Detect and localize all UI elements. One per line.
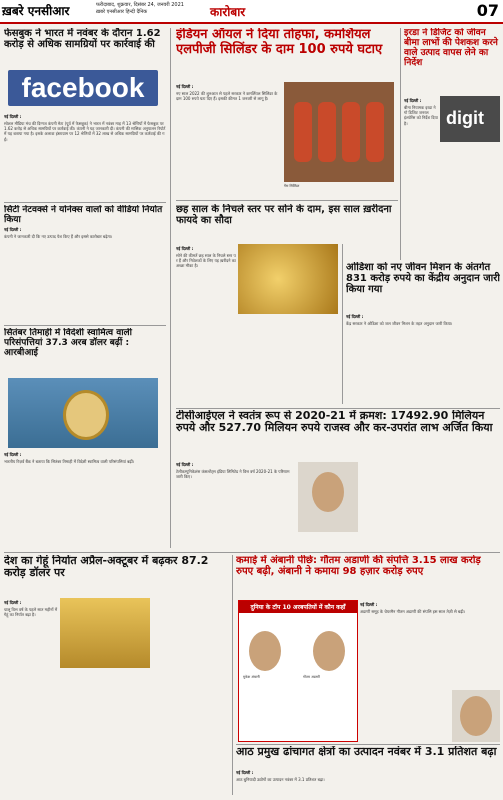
wheat-byline: नई दिल्ली : bbox=[4, 600, 22, 605]
masthead bbox=[0, 0, 503, 24]
inset-title: दुनिया के टॉप 10 अरबपतियों में कौन कहाँ bbox=[239, 601, 357, 613]
odisha-byline: नई दिल्ली : bbox=[346, 314, 364, 319]
column-rule bbox=[342, 244, 343, 404]
cylinder-icon bbox=[318, 102, 336, 162]
tcil-headline: टीसीआईएल ने स्वतंत्र रूप से 2020-21 में क्रमश: 17492.90 मिलियन रुपये और 527.70 मिलियन रुपये राजस्व और कर-उपरांत लाभ अर्जित किया bbox=[176, 410, 493, 435]
date-line-1: फरीदाबाद, शुक्रवार, दिसंबर 24, जनवरी 2021 bbox=[96, 2, 184, 8]
cylinder-icon bbox=[342, 102, 360, 162]
divider bbox=[176, 200, 398, 201]
core-byline: नई दिल्ली : bbox=[236, 770, 254, 775]
lpg-photo bbox=[284, 82, 394, 182]
rbi-emblem-icon bbox=[63, 390, 109, 440]
rbi-article-body bbox=[4, 450, 166, 546]
core-body: आठ बुनियादी उद्योगों का उत्पादन नवंबर में 3.1 प्रतिशत बढ़ा। bbox=[236, 777, 325, 782]
citi-byline: नई दिल्ली : bbox=[4, 227, 22, 233]
digit-article-body bbox=[404, 96, 438, 256]
wheat-article-head bbox=[4, 555, 230, 595]
inset-person-1: मुकेश अंबानी bbox=[243, 675, 260, 679]
odisha-article-head bbox=[346, 262, 500, 310]
facebook-body: सोशल मीडिया मंच की दिग्गज कंपनी मेटा (पूर्व में फेसबुक) ने भारत में नवंबर माह में 13 श्रेणियों में फेसबुक पर 1.62 करोड़ से अधिक सामग्रियों पर कार्रवाई की। कंपनी ने यह जानकारी दी। कंपनी की मासिक अनुपालन रिपोर्ट में यह बताया गया है। इसके अलावा इंस्टाग्राम पर 12 श्रेणियों में 32 लाख से अधिक सामग्रियों पर कार्रवाई की गई। bbox=[4, 121, 166, 142]
lpg-body: नए साल 2022 की शुरुआत से पहले सरकार ने कमर्शियल सिलिंडर के दाम 100 रुपये घटा दिए हैं। इसकी कीमत 1 जनवरी से लागू है। bbox=[176, 91, 278, 102]
divider bbox=[236, 744, 500, 745]
divider bbox=[4, 552, 500, 553]
lpg-photo-caption: गैस सिलिंडर bbox=[284, 184, 300, 188]
lpg-article-head bbox=[176, 28, 398, 80]
citi-headline: सिटी नेटवर्क्स ने योनेक्स वालों को वीडियो निर्यात किया bbox=[4, 205, 163, 226]
digit-byline: नई दिल्ली : bbox=[404, 98, 422, 103]
date-line-2: ख़बरे एनसीआर हिन्दी दैनिक bbox=[96, 9, 148, 15]
gold-byline: नई दिल्ली : bbox=[176, 246, 194, 251]
facebook-byline: नई दिल्ली : bbox=[4, 114, 22, 119]
date-line bbox=[96, 2, 184, 16]
core-article-head bbox=[236, 746, 500, 766]
rbi-body: भारतीय रिज़र्व बैंक ने बताया कि सितंबर तिमाही में विदेशी स्वामित्व वाली परिसंपत्तियां बढ़ीं। bbox=[4, 459, 135, 464]
tcil-body: टेलीकम्युनिकेशंस कंसल्टेंट्स इंडिया लिमिटेड ने वित्त वर्ष 2020-21 के परिणाम जारी किए। bbox=[176, 469, 290, 480]
wheat-article-body bbox=[4, 598, 58, 796]
tcil-article-body bbox=[176, 460, 296, 550]
person-icon bbox=[312, 472, 344, 512]
divider bbox=[4, 202, 166, 203]
tcil-person-photo bbox=[298, 462, 358, 532]
gold-headline: छह साल के निचले स्तर पर सोने के दाम, इस साल ख़रीदना फायदे का सौदा bbox=[176, 204, 392, 227]
odisha-headline: ओडिशा को नए जीवन मिशन के अंतर्गत 831 करोड़ रुपये का केंद्रीय अनुदान जारी किया गया bbox=[346, 262, 500, 296]
digit-logo: digit bbox=[446, 108, 484, 128]
gold-article-head bbox=[176, 204, 398, 242]
page-number: 07 bbox=[476, 1, 499, 20]
digit-logo-photo bbox=[440, 96, 500, 142]
adani-byline: नई दिल्ली : bbox=[360, 602, 378, 607]
citi-article bbox=[4, 205, 166, 325]
core-article-body bbox=[236, 768, 500, 798]
adani-person-photo bbox=[452, 690, 500, 742]
facebook-article bbox=[4, 28, 166, 72]
wheat-photo bbox=[60, 598, 150, 668]
facebook-logo: facebook bbox=[8, 70, 158, 106]
facebook-headline: फेसबुक ने भारत में नवंबर के दौरान 1.62 करोड़ से अधिक सामग्रियों पर कार्रवाई की bbox=[4, 28, 161, 51]
tcil-byline: नई दिल्ली : bbox=[176, 462, 194, 467]
adani-article-head bbox=[236, 555, 500, 599]
adani-body: अडाणी समूह के चेयरमैन गौतम अडाणी की संपत्ति इस साल तेज़ी से बढ़ी। bbox=[360, 609, 466, 614]
brand-name: ख़बरे एनसीआर bbox=[2, 4, 70, 18]
tcil-article-head bbox=[176, 410, 500, 458]
rbi-byline: नई दिल्ली : bbox=[4, 452, 22, 457]
digit-article-head bbox=[404, 28, 500, 94]
citi-body: कंपनी ने जानकारी दी कि नए उत्पाद पेश किए हैं और इससे कारोबार बढ़ेगा। bbox=[4, 234, 113, 240]
wheat-body: चालू वित्त वर्ष के पहले सात महीनों में गेहूं का निर्यात बढ़ा है। bbox=[4, 607, 58, 618]
odisha-article-body bbox=[346, 312, 500, 404]
wheat-headline: देश का गेहूं निर्यात अप्रैल-अक्टूबर में बढ़कर 87.2 करोड़ डॉलर पर bbox=[4, 555, 209, 580]
section-title: कारोबार bbox=[210, 5, 246, 19]
digit-body: बीमा नियामक इरडा ने गो डिजिट जनरल इंश्योरेंस को निर्देश दिया है। bbox=[404, 105, 438, 126]
column-rule bbox=[170, 28, 171, 548]
cylinder-icon bbox=[294, 102, 312, 162]
cylinder-icon bbox=[366, 102, 384, 162]
divider bbox=[4, 325, 166, 326]
core-headline: आठ प्रमुख ढांचागत क्षेत्रों का उत्पादन नवंबर में 3.1 प्रतिशत बढ़ा bbox=[236, 746, 497, 758]
divider bbox=[176, 408, 500, 409]
lpg-byline: नई दिल्ली : bbox=[176, 84, 194, 89]
person-icon bbox=[249, 631, 281, 671]
gold-body: सोने की कीमतें छह साल के निचले स्तर पर हैं और निवेशकों के लिए यह ख़रीदने का अच्छा मौका है। bbox=[176, 253, 236, 269]
rbi-headline: सितंबर तिमाही में विदेशी स्वामित्व वाली परिसंपत्तियां 37.3 अरब डॉलर बढ़ीं : आरबीआई bbox=[4, 328, 132, 359]
gold-photo bbox=[238, 244, 338, 314]
inset-person-2: गौतम अडाणी bbox=[303, 675, 320, 679]
gold-article-body bbox=[176, 244, 236, 366]
facebook-body-block bbox=[4, 112, 166, 202]
column-rule bbox=[232, 555, 233, 795]
adani-headline: कमाई में अंबानी पीछे: गौतम अडाणी की संपत्ति 3.15 लाख करोड़ रुपए बढ़ी, अंबानी ने कमाया 98 हज़ार करोड़ रुपए bbox=[236, 555, 481, 578]
rbi-photo bbox=[8, 378, 158, 448]
lpg-headline: इंडियन ऑयल ने दिया तोहफा, कमर्शियल एलपीजी सिलिंडर के दाम 100 रुपये घटाए bbox=[176, 28, 383, 57]
column-rule bbox=[400, 28, 401, 260]
rbi-article-head bbox=[4, 328, 166, 376]
digit-headline: इरडा ने डिजिट को जीवन बीमा लाभों की पेशकश करने वाले उत्पाद वापस लेने का निर्देश bbox=[404, 28, 498, 69]
billionaire-inset bbox=[238, 600, 358, 742]
person-icon bbox=[313, 631, 345, 671]
person-icon bbox=[460, 696, 492, 736]
odisha-body: केंद्र सरकार ने ओडिशा को जल जीवन मिशन के तहत अनुदान जारी किया। bbox=[346, 321, 453, 326]
